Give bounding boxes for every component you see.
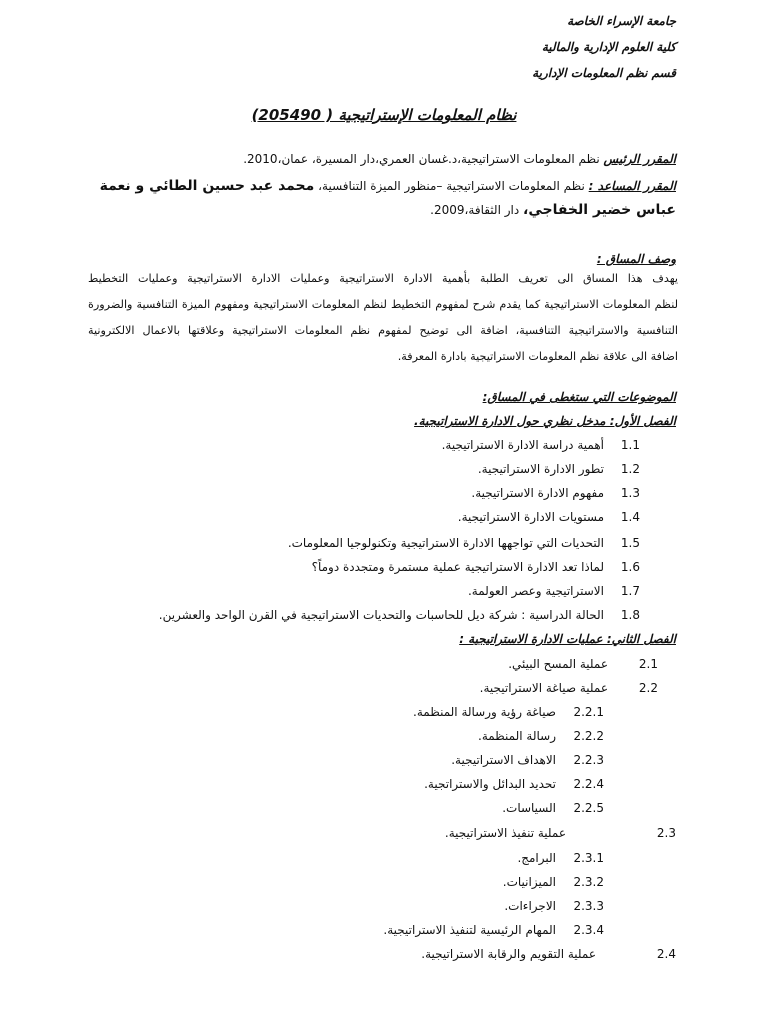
item-text: عملية المسح البيئي.	[508, 657, 608, 671]
item-text: صياغة رؤية ورسالة المنظمة.	[413, 705, 556, 719]
description-heading: وصف المساق :	[596, 252, 676, 266]
item-text: المهام الرئيسية لتنفيذ الاستراتيجية.	[383, 923, 556, 937]
item-text: الاهداف الاستراتيجية.	[451, 753, 556, 767]
chapter2-title: الفصل الثاني: عمليات الادارة الاستراتيجية :	[459, 632, 676, 646]
description-line: اضافة الى علاقة نظم المعلومات الاستراتيجية بادارة المعرفة.	[397, 350, 678, 363]
item-number: 2.2.5	[573, 801, 604, 815]
aux-textbook-authors: محمد عبد حسين الطائي و نعمة	[99, 178, 315, 194]
item-number: 2.2.4	[573, 777, 604, 791]
aux-textbook-authors-2: عباس خضير الخفاجي،	[523, 202, 676, 218]
item-number: 2.3.3	[573, 899, 604, 913]
item-number: 1.1	[620, 438, 640, 452]
item-number: 1.3	[620, 486, 640, 500]
list-item	[478, 729, 604, 743]
description-paragraph	[88, 266, 678, 370]
item-number: 2.3.2	[573, 875, 604, 889]
item-text: التحديات التي تواجهها الادارة الاستراتيجية وتكنولوجيا المعلومات.	[287, 536, 604, 550]
item-number: 1.6	[620, 560, 640, 574]
item-text: البرامج.	[517, 851, 556, 865]
item-text: عملية تنفيذ الاستراتيجية.	[444, 826, 566, 840]
description-line: يهدف هذا المساق الى تعريف الطلبة بأهمية الادارة الاستراتيجية وعمليات الادارة الاستراتيجية وعمليات التخطيط	[88, 272, 678, 285]
aux-textbook-line2	[430, 202, 676, 218]
item-number: 2.3.4	[573, 923, 604, 937]
aux-textbook-label: المقرر المساعد :	[588, 179, 676, 193]
item-number: 1.5	[620, 536, 640, 550]
item-text: تحديد البدائل والاستراتجية.	[424, 777, 556, 791]
list-item	[445, 826, 676, 840]
description-line: لنظم المعلومات الاستراتيجية كما يقدم شرح لمفهوم التخطيط لنظم المعلومات الاستراتيجية ومفهوم الميزة التنافسية والضرورة	[88, 298, 678, 311]
list-item	[504, 899, 604, 913]
list-item	[478, 462, 640, 476]
item-number: 2.2.2	[573, 729, 604, 743]
aux-textbook-text: نظم المعلومات الاستراتيجية –منظور الميزة التنافسية،	[318, 179, 585, 193]
item-text: عملية التقويم والرقابة الاستراتيجية.	[421, 947, 596, 961]
chapter1-title: الفصل الأول: مدخل نظري حول الادارة الاستراتيجية.	[414, 414, 676, 428]
item-text: الاجراءات.	[504, 899, 556, 913]
list-item	[383, 923, 604, 937]
item-number: 2.3	[656, 826, 676, 840]
item-text: الحالة الدراسية : شركة ديل للحاسبات والتحديات الاستراتيجية في القرن الواحد والعشرين.	[158, 608, 604, 622]
list-item	[458, 510, 640, 524]
item-text: مفهوم الادارة الاستراتيجية.	[471, 486, 604, 500]
list-item	[471, 486, 640, 500]
item-number: 2.3.1	[573, 851, 604, 865]
course-title: نظام المعلومات الإستراتيجية ( 205490)	[251, 106, 517, 124]
list-item	[508, 657, 658, 671]
list-item	[442, 438, 640, 452]
list-item	[480, 681, 658, 695]
main-textbook-label: المقرر الرئيس	[603, 152, 676, 166]
topics-heading: الموضوعات التي ستغطى في المساق:	[482, 390, 676, 404]
list-item	[288, 536, 640, 550]
item-number: 1.4	[620, 510, 640, 524]
list-item	[421, 947, 676, 961]
item-number: 2.2.3	[573, 753, 604, 767]
item-text: عملية صياغة الاستراتيجية.	[479, 681, 608, 695]
item-number: 2.1	[638, 657, 658, 671]
faculty-name: كلية العلوم الإدارية والمالية	[541, 40, 676, 54]
list-item	[503, 875, 604, 889]
department-name: قسم نظم المعلومات الإدارية	[532, 66, 676, 80]
item-text: تطور الادارة الاستراتيجية.	[477, 462, 604, 476]
description-line: التنافسية والاستراتيجية التنافسية، اضافة الى توضيح لمفهوم نظم المعلومات الاستراتيجية وعلاقتها بالاعمال الالكترونية	[88, 324, 678, 337]
aux-textbook	[100, 178, 676, 194]
item-number: 1.2	[620, 462, 640, 476]
list-item	[159, 608, 640, 622]
list-item	[413, 705, 604, 719]
list-item	[451, 753, 604, 767]
list-item	[468, 584, 640, 598]
item-text: رسالة المنظمة.	[478, 729, 556, 743]
item-text: لماذا تعد الادارة الاستراتيجية عملية مستمرة ومتجددة دوماً؟	[311, 560, 604, 574]
item-number: 1.8	[620, 608, 640, 622]
item-number: 2.2.1	[573, 705, 604, 719]
university-name: جامعة الإسراء الخاصة	[567, 14, 676, 28]
item-number: 2.2	[638, 681, 658, 695]
item-number: 1.7	[620, 584, 640, 598]
item-text: مستويات الادارة الاستراتيجية.	[457, 510, 604, 524]
item-text: أهمية دراسة الادارة الاستراتيجية.	[441, 438, 604, 452]
item-number: 2.4	[656, 947, 676, 961]
main-textbook-text: نظم المعلومات الاستراتيجية،د.غسان العمري،دار المسيرة، عمان،2010.	[243, 152, 600, 166]
item-text: الميزانيات.	[502, 875, 556, 889]
list-item	[424, 777, 604, 791]
aux-textbook-publisher: دار الثقافة،2009.	[430, 203, 520, 217]
main-textbook	[243, 152, 676, 166]
item-text: السياسات.	[502, 801, 556, 815]
list-item	[517, 851, 604, 865]
list-item	[312, 560, 640, 574]
list-item	[502, 801, 604, 815]
item-text: الاستراتيجية وعصر العولمة.	[467, 584, 604, 598]
